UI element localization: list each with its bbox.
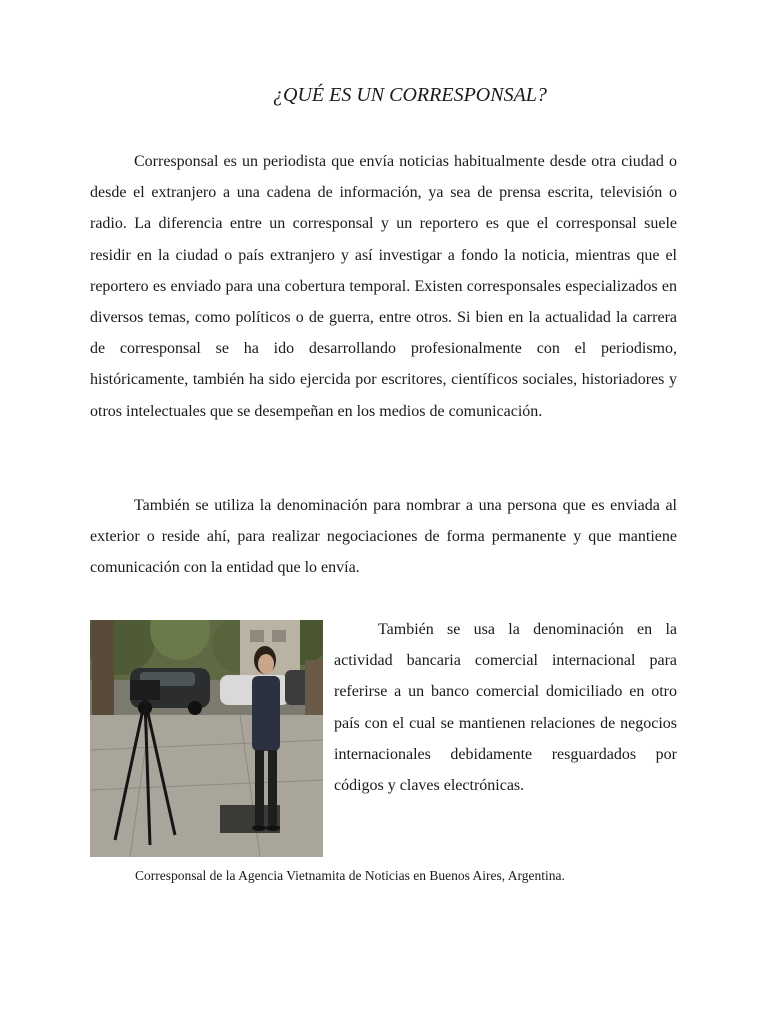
correspondent-photo — [90, 620, 323, 857]
photo-caption: Corresponsal de la Agencia Vietnamita de Noticias en Buenos Aires, Argentina. — [135, 868, 565, 883]
correspondent-photo-illustration — [90, 620, 323, 857]
paragraph-diplomatic-text: También se utiliza la denominación para nombrar a una persona que es enviada al exterior o reside ahí, para realizar negociaciones de forma permanente y que mantiene comunicación con la entidad que lo envía. — [90, 497, 677, 577]
paragraph-banking-text: También se usa la denominación en la actividad bancaria comercial internacional para referirse a un banco comercial domiciliado en otro país con el cual se mantienen relaciones de negocios internacionales debidamente resguardados por códigos y claves electrónicas. — [334, 621, 677, 795]
paragraph-banking — [334, 614, 677, 801]
page-title: ¿QUÉ ES UN CORRESPONSAL? — [273, 84, 547, 106]
paragraph-diplomatic — [90, 490, 677, 584]
paragraph-definition — [90, 146, 677, 427]
paragraph-definition-text: Corresponsal es un periodista que envía noticias habitualmente desde otra ciudad o desde el extranjero a una cadena de información, ya sea de prensa escrita, televisión o radio. La diferencia entre un corresponsal y un reportero es que el corresponsal suele residir en la ciudad o país extranjero y así investigar a fondo la noticia, mientras que el reportero es enviado para una cobertura temporal. Existen corresponsales especializados en diversos temas, como políticos o de guerra, entre otros. Si bien en la actualidad la carrera de corresponsal se ha ido desarrollando profesionalmente con el periodismo, históricamente, también ha sido ejercida por escritores, científicos sociales, historiadores y otros intelectuales que se desempeñan en los medios de comunicación. — [90, 153, 677, 420]
